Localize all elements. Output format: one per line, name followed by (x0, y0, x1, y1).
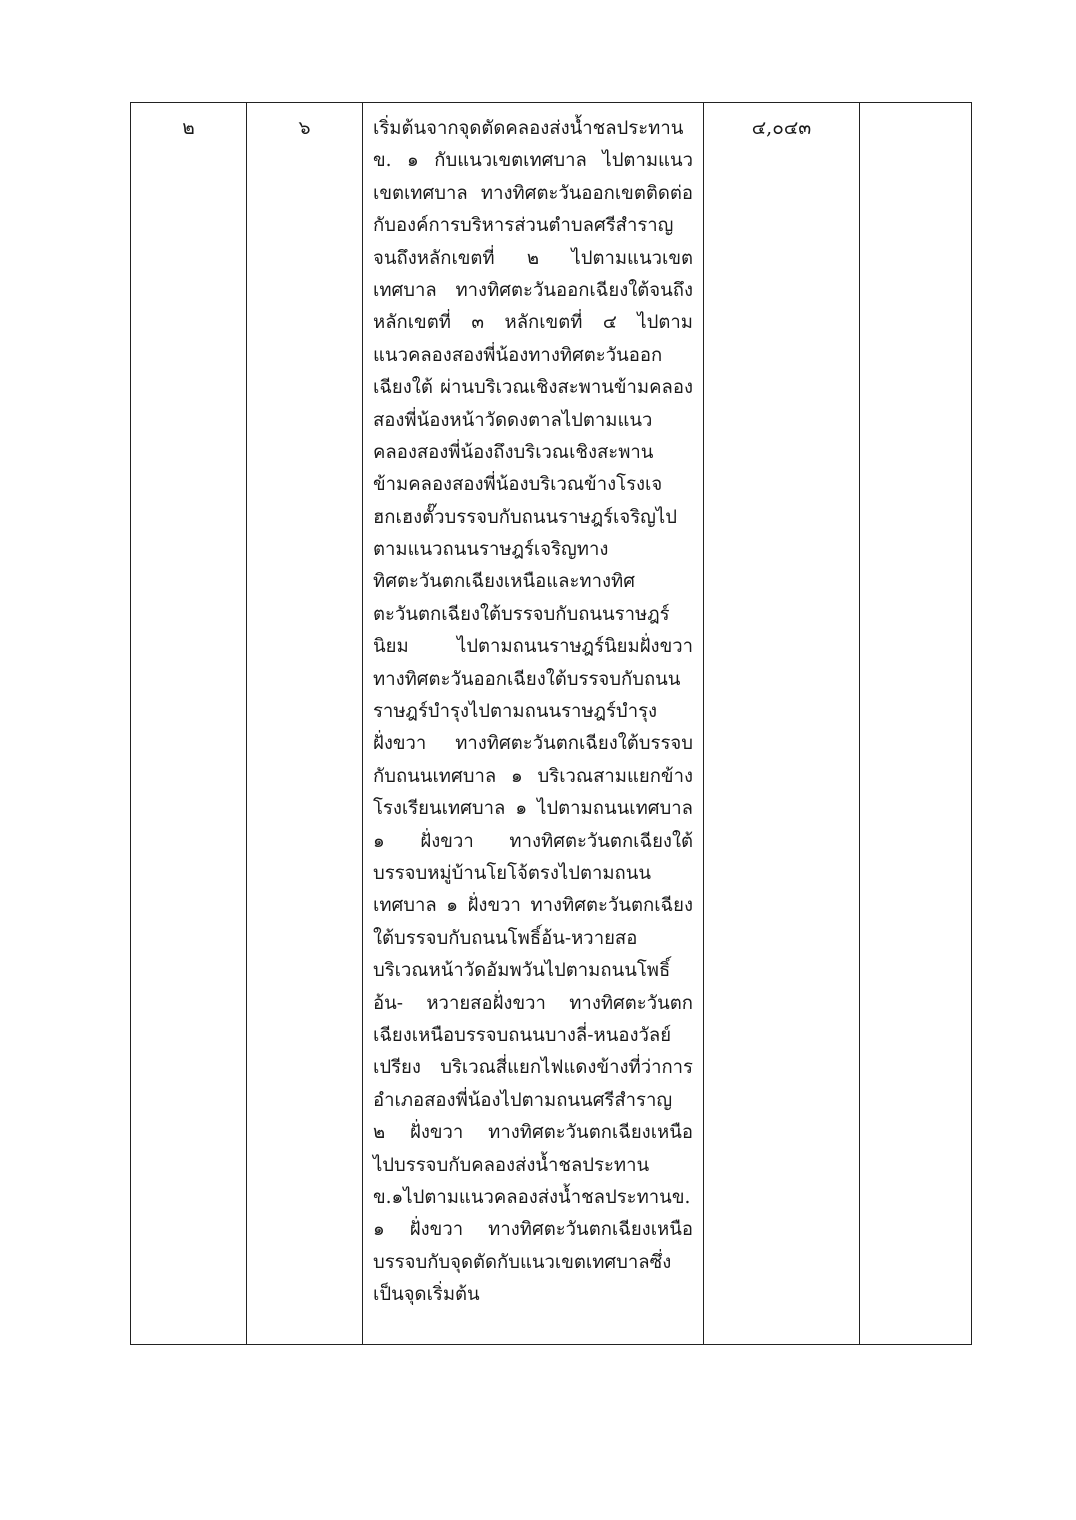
description-line: เป็นจุดเริ่มต้น (373, 1284, 480, 1306)
description-line: กับถนนเทศบาล ๑ บริเวณสามแยกข้าง (373, 765, 693, 787)
description-line: เปรียง บริเวณสี่แยกไฟแดงข้างที่ว่าการ (373, 1057, 693, 1079)
description-line: ๑ ฝั่งขวา ทางทิศตะวันตกเฉียงใต้ (373, 830, 693, 852)
description-line: ฝั่งขวา ทางทิศตะวันตกเฉียงใต้บรรจบ (373, 733, 693, 755)
description-line: แนวคลองสองพี่น้องทางทิศตะวันออก (373, 344, 663, 366)
description-line: ทิศตะวันตกเฉียงเหนือและทางทิศ (373, 571, 635, 593)
description-line: บริเวณหน้าวัดอัมพวันไปตามถนนโพธิ์ (373, 960, 671, 982)
description-line: สองพี่น้องหน้าวัดดงตาลไปตามแนว (373, 409, 653, 431)
description-line: ข้ามคลองสองพี่น้องบริเวณข้างโรงเจ (373, 474, 663, 496)
description-line: โรงเรียนเทศบาล ๑ ไปตามถนนเทศบาล (373, 798, 693, 820)
description-lines (373, 113, 693, 1311)
description-line: ฮกเฮงตั๊วบรรจบกับถนนราษฎร์เจริญไป (373, 506, 677, 528)
description-line: คลองสองพี่น้องถึงบริเวณเชิงสะพาน (373, 441, 654, 463)
description-line: ราษฎร์บำรุงไปตามถนนราษฎร์บำรุง (373, 701, 658, 723)
description-line: เฉียงเหนือบรรจบถนนบางลี่-หนองวัลย์ (373, 1024, 672, 1046)
description-line: ๒ ฝั่งขวา ทางทิศตะวันตกเฉียงเหนือ (373, 1122, 693, 1144)
description-line: ๑ ฝั่งขวา ทางทิศตะวันตกเฉียงเหนือ (373, 1219, 693, 1241)
description-line: กับองค์การบริหารส่วนตำบลศรีสำราญ (373, 215, 674, 237)
description-line: ตะวันตกเฉียงใต้บรรจบกับถนนราษฎร์ (373, 603, 670, 625)
description-line: จนถึงหลักเขตที่ ๒ ไปตามแนวเขต (373, 247, 693, 269)
description-line: ใต้บรรจบกับถนนโพธิ์อ้น-หวายสอ (373, 927, 638, 949)
description-line: ข.๑ไปตามแนวคลองส่งน้ำชลประทานข. (373, 1186, 691, 1208)
cell-zone-number: ๖ (247, 103, 363, 1345)
cell-area-value: ๔,๐๔๓ (704, 103, 860, 1345)
description-line: ไปบรรจบกับคลองส่งน้ำชลประทาน (373, 1154, 650, 1176)
description-line: เฉียงใต้ ผ่านบริเวณเชิงสะพานข้ามคลอง (373, 377, 693, 399)
description-line: บรรจบหมู่บ้านโยโจ้ตรงไปตามถนน (373, 862, 652, 884)
description-line: เขตเทศบาล ทางทิศตะวันออกเขตติดต่อ (373, 182, 693, 204)
description-line: อ้น- หวายสอฝั่งขวา ทางทิศตะวันตก (373, 992, 693, 1014)
description-line: ข. ๑ กับแนวเขตเทศบาล ไปตามแนว (373, 150, 693, 172)
description-line: ทางทิศตะวันออกเฉียงใต้บรรจบกับถนน (373, 668, 681, 690)
description-line: อำเภอสองพี่น้องไปตามถนนศรีสำราญ (373, 1089, 673, 1111)
description-line: นิยม ไปตามถนนราษฎร์นิยมฝั่งขวา (373, 636, 693, 658)
boundary-table (130, 102, 972, 1345)
description-line: บรรจบกับจุดตัดกับแนวเขตเทศบาลซึ่ง (373, 1251, 672, 1273)
description-line: เทศบาล ๑ ฝั่งขวา ทางทิศตะวันตกเฉียง (373, 895, 693, 917)
cell-remarks (860, 103, 972, 1345)
description-line: ตามแนวถนนราษฎร์เจริญทาง (373, 539, 609, 561)
description-line: เทศบาล ทางทิศตะวันออกเฉียงใต้จนถึง (373, 279, 693, 301)
cell-boundary-description (363, 103, 704, 1345)
table-row (131, 103, 972, 1345)
description-line: เริ่มต้นจากจุดตัดคลองส่งน้ำชลประทาน (373, 118, 684, 139)
cell-sequence-number: ๒ (131, 103, 247, 1345)
description-line: หลักเขตที่ ๓ หลักเขตที่ ๔ ไปตาม (373, 312, 693, 334)
